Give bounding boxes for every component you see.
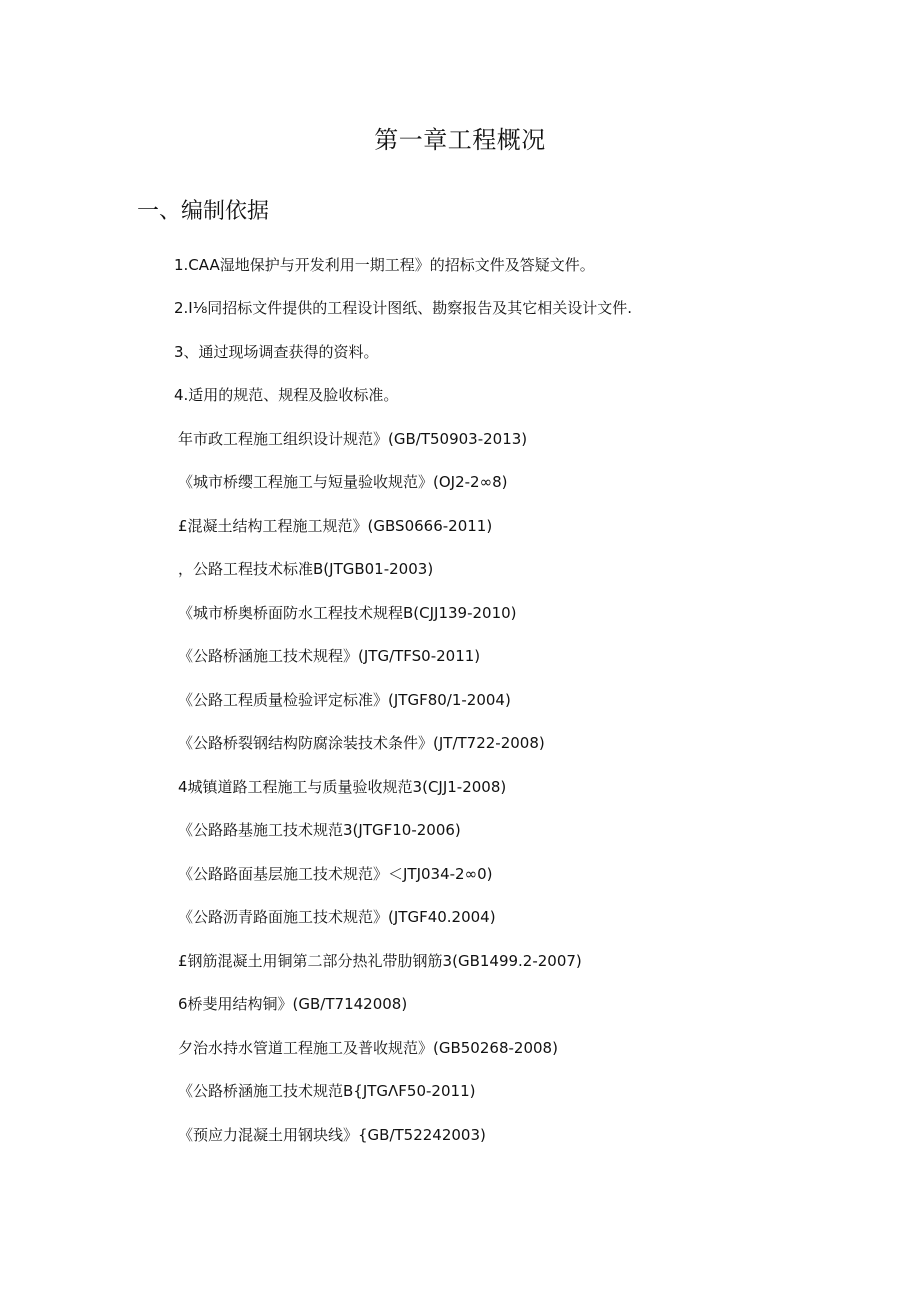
standard-item: 《公路桥涵施工技术规范B{JTGΛF50-2011) [178, 1082, 476, 1100]
basis-item: 2.I⅛同招标文件提供的工程设计图纸、勘察报告及其它相关设计文件. [174, 299, 633, 317]
basis-item: 1.CAA湿地保护与开发利用一期工程》的招标文件及答疑文件。 [174, 256, 595, 274]
standard-item: 6桥斐用结构铜》(GB∕T7142008) [178, 995, 408, 1013]
standard-item: 《公路桥涵施工技术规程》(JTG/TFS0-2011) [178, 647, 481, 665]
standard-item: 《公路工程质量检验评定标准》(JTGF80/1-2004) [178, 691, 511, 709]
standard-item: 《城市桥奥桥面防水工程技术规程B(CJJ139-2010) [178, 604, 517, 622]
chapter-title: 第一章工程概况 [374, 126, 546, 154]
standard-item: 年市政工程施工组织设计规范》(GB/T50903-2013) [178, 430, 528, 448]
standard-item: £钢筋混凝土用铜第二部分热礼带肋钢筋3(GB1499.2-2007) [178, 952, 582, 970]
standard-item: 4城镇道路工程施工与质量验收规范3(CJJ1-2008) [178, 778, 507, 796]
standard-item: 《城市桥缨工程施工与短量验收规范》(OJ2-2∞8) [178, 473, 508, 491]
standard-item: 《公路路面基层施工技术规范》＜JTJ034-2∞0) [178, 865, 493, 883]
standard-item: ，公路工程技术标准B(JTGB01-2003) [178, 560, 434, 578]
basis-item: 4.适用的规范、规程及脸收标准。 [174, 386, 399, 404]
basis-item: 3、通过现场调查获得的资料。 [174, 343, 379, 361]
standard-item: 《公路桥裂钢结构防腐涂装技术条件》(JT/T722-2008) [178, 734, 545, 752]
standard-item: 夕治水持水管道工程施工及普收规范》(GB50268-2008) [178, 1039, 558, 1057]
section-heading: 一、编制依据 [137, 199, 270, 224]
standard-item: £混凝土结构工程施工规范》(GBS0666-2011) [178, 517, 493, 535]
standard-item: 《公路路基施工技术规范3(JTGF10-2006) [178, 821, 461, 839]
standard-item: 《预应力混凝土用钢块线》{GB/T52242003) [178, 1126, 486, 1144]
standard-item: 《公路沥青路面施工技术规范》(JTGF40.2004) [178, 908, 496, 926]
